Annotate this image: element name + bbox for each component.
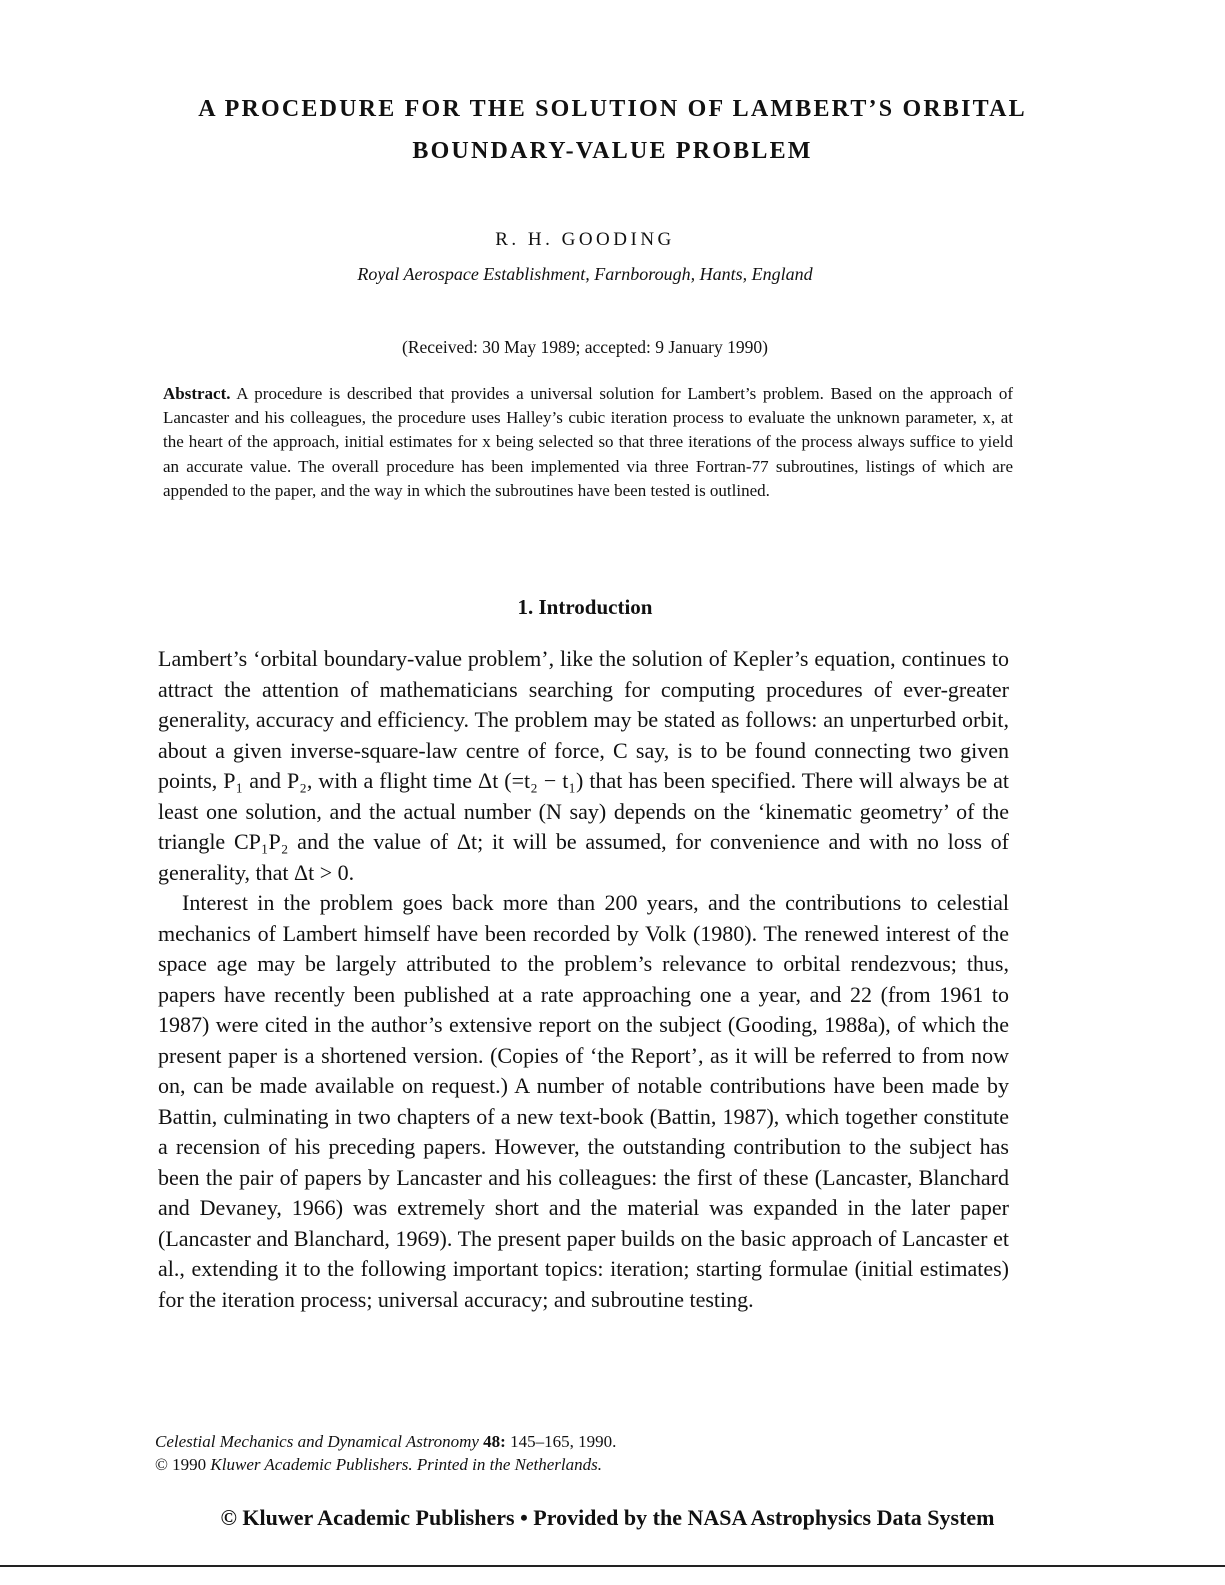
section-heading: 1. Introduction — [517, 595, 653, 619]
paper-title — [150, 88, 1075, 172]
received-dates: (Received: 30 May 1989; accepted: 9 January 1990) — [402, 337, 768, 357]
paragraph: Lambert’s ‘orbital boundary-value problem’, like the solution of Kepler’s equation, continues to attract the attention of mathematicians searching for computing procedures of ever-greater generality, accuracy and efficiency. The problem may be stated as follows: an unperturbed orbit, about a given inverse-square-law centre of force, C say, is to be found connecting two given points, P₁ and P₂, with a flight time Δt (=t₂ − t₁) that has been specified. There will always be at least one solution, and the actual number (N say) depends on the ‘kinematic geometry’ of the triangle CP₁P₂ and the value of Δt; it will be assumed, for convenience and with no loss of generality, that Δt > 0. — [158, 646, 1009, 885]
copyright-year: 1990 — [172, 1455, 207, 1474]
journal-pages: 145–165, 1990. — [510, 1432, 617, 1451]
body-text — [158, 644, 1009, 1315]
ads-footer: © Kluwer Academic Publishers • Provided by the NASA Astrophysics Data System — [220, 1505, 995, 1530]
journal-citation — [155, 1430, 616, 1476]
title-line-2: BOUNDARY-VALUE PROBLEM — [412, 138, 813, 164]
title-line-1: A PROCEDURE FOR THE SOLUTION OF LAMBERT’S ORBITAL — [198, 96, 1027, 122]
paragraph: Interest in the problem goes back more than 200 years, and the contributions to celestial mechanics of Lambert himself have been recorded by Volk (1980). The renewed interest of the space age may be largely attributed to the problem’s relevance to orbital rendezvous; thus, papers have recently been published at a rate approaching one a year, and 22 (from 1961 to 1987) were cited in the author’s extensive report on the subject (Gooding, 1988a), of which the present paper is a shortened version. (Copies of ‘the Report’, as it will be referred to from now on, can be made available on request.) A number of notable contributions have been made by Battin, culminating in two chapters of a new text-book (Battin, 1987), which together constitute a recension of his preceding papers. However, the outstanding contribution to the subject has been the pair of papers by Lancaster and his colleagues: the first of these (Lancaster, Blanchard and Devaney, 1966) was extremely short and the material was expanded in the later paper (Lancaster and Blanchard, 1969). The present paper builds on the basic approach of Lancaster et al., extending it to the following important topics: iteration; starting formulae (initial estimates) for the iteration process; universal accuracy; and subroutine testing. — [158, 890, 1009, 1312]
abstract-label: Abstract. — [163, 384, 231, 403]
bottom-rule — [0, 1565, 1225, 1567]
copyright-publisher: Kluwer Academic Publishers. Printed in the Netherlands. — [210, 1455, 603, 1474]
abstract — [163, 382, 1013, 503]
journal-volume: 48: — [483, 1432, 506, 1451]
copyright-line — [155, 1453, 616, 1476]
copyright-symbol: © — [155, 1455, 168, 1474]
abstract-text: A procedure is described that provides a universal solution for Lambert’s problem. Based on the approach of Lancaster and his colleagues, the procedure uses Halley’s cubic iteration process to evaluate the unknown parameter, x, at the heart of the approach, initial estimates for x being selected so that three iterations of the process always suffice to yield an accurate value. The overall procedure has been implemented via three Fortran-77 subroutines, listings of which are appended to the paper, and the way in which the subroutines have been tested is outlined. — [163, 384, 1014, 500]
journal-line — [155, 1430, 616, 1453]
journal-name: Celestial Mechanics and Dynamical Astronomy — [155, 1432, 479, 1451]
author-affiliation: Royal Aerospace Establishment, Farnborough, Hants, England — [357, 264, 813, 284]
author-name: R. H. GOODING — [495, 229, 675, 250]
